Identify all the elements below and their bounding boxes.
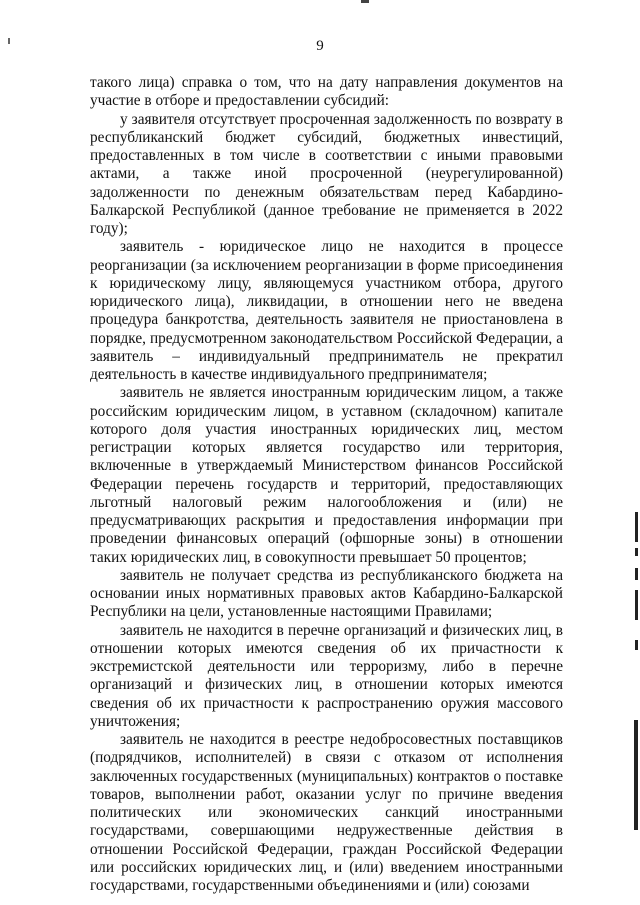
scan-artifact-edge [635, 640, 638, 650]
document-body [90, 74, 563, 895]
paragraph-continuation: такого лица) справка о том, что на дату направления документов на участие в отборе и предоставлении субсидий: [90, 74, 563, 110]
paragraph-debt-requirement: у заявителя отсутствует просроченная задолженность по возврату в республиканский бюджет субсидий, бюджетных инвестиций, предоставленных в том числе в соответствии с иными правовыми актами, а также иной просроченной (неурегулированной) задолженности по денежным обязательствам перед Кабардино-Балкарской Республикой (данное требование не применяется в 2022 году); [90, 110, 563, 237]
scan-artifact-top [361, 0, 369, 3]
scan-artifact-edge [635, 568, 638, 580]
paragraph-other-funding-requirement: заявитель не получает средства из республиканского бюджета на основании иных нормативных правовых актов Кабардино-Балкарской Республики на цели, установленные настоящими Правилами; [90, 566, 563, 621]
paragraph-foreign-entity-requirement: заявитель не является иностранным юридическим лицом, а также российским юридическим лицом, в уставном (складочном) капитале которого доля участия иностранных юридических лиц, местом регистрации которых является государство или территория, включенные в утверждаемый Министерством финансов Российской Федерации перечень государств и территорий, предоставляющих льготный налоговый режим налогообложения и (или) не предусматривающих раскрытия и предоставления информации при проведении финансовых операций (офшорные зоны) в отношении таких юридических лиц, в совокупности превышает 50 процентов; [90, 384, 563, 566]
scan-artifact-edge [634, 720, 638, 830]
scan-artifact-edge [635, 548, 638, 556]
paragraph-unreliable-suppliers-requirement: заявитель не находится в реестре недобросовестных поставщиков (подрядчиков, исполнителей) в связи с отказом от исполнения заключенных государственных (муниципальных) контрактов о поставке товаров, выполнении работ, оказании услуг по причине введения политических или экономических санкций иностранными государствами, совершающими недружественные действия в отношении Российской Федерации, граждан Российской Федерации или российских юридических лиц, и (или) введением иностранными государствами, государственными объединениями и (или) союзами [90, 731, 563, 894]
scan-artifact-edge [635, 512, 638, 542]
paragraph-reorganization-requirement: заявитель - юридическое лицо не находится в процессе реорганизации (за исключением реорганизации в форме присоединения к юридическому лицу, являющемуся участником отбора, другого юридического лица), ликвидации, в отношении него не введена процедура банкротства, деятельность заявителя не приостановлена в порядке, предусмотренном законодательством Российской Федерации, а заявитель – индивидуальный предприниматель не прекратил деятельность в качестве индивидуального предпринимателя; [90, 238, 563, 383]
scan-artifact-edge [635, 590, 638, 620]
paragraph-extremism-list-requirement: заявитель не находится в перечне организаций и физических лиц, в отношении которых имеются сведения об их причастности к экстремистской деятельности или терроризму, либо в перечне организаций и физических лиц, в отношении которых имеются сведения об их причастности к распространению оружия массового уничтожения; [90, 621, 563, 730]
page-number: 9 [316, 38, 324, 54]
